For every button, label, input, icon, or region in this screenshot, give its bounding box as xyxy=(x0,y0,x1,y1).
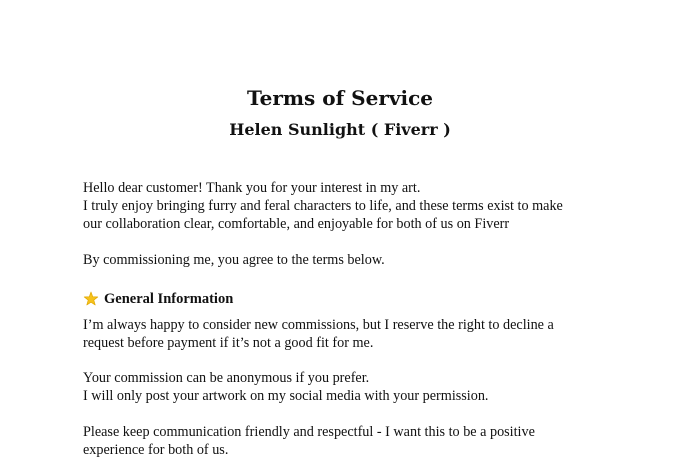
star-icon xyxy=(83,291,99,307)
general-info-p3-line-2: experience for both of us. xyxy=(83,442,229,458)
intro-paragraph xyxy=(83,179,623,233)
agreement-line: By commissioning me, you agree to the terms below. xyxy=(83,252,385,268)
general-information-heading xyxy=(83,290,233,308)
general-information-heading-text: General Information xyxy=(104,291,234,307)
general-info-p2-line-1: Your commission can be anonymous if you prefer. xyxy=(83,370,370,386)
general-info-paragraph-2 xyxy=(83,369,623,405)
general-info-p1-line-2: request before payment if it’s not a good fit for me. xyxy=(83,335,374,351)
intro-line-1: Hello dear customer! Thank you for your interest in my art. xyxy=(83,180,421,196)
agreement-paragraph xyxy=(83,251,623,269)
general-info-paragraph-1 xyxy=(83,316,623,352)
star-icon-graphic xyxy=(83,291,99,307)
general-info-p1-line-1: I’m always happy to consider new commissions, but I reserve the right to decline a xyxy=(83,317,554,333)
page-subtitle: Helen Sunlight ( Fiverr ) xyxy=(229,120,451,139)
general-info-p2-line-2: I will only post your artwork on my social media with your permission. xyxy=(83,388,489,404)
page-title: Terms of Service xyxy=(247,86,433,110)
star-shape xyxy=(84,292,98,305)
intro-line-2: I truly enjoy bringing furry and feral characters to life, and these terms exist to make xyxy=(83,198,563,214)
general-info-paragraph-3 xyxy=(83,423,623,459)
intro-line-3: our collaboration clear, comfortable, and enjoyable for both of us on Fiverr xyxy=(83,216,510,232)
general-info-p3-line-1: Please keep communication friendly and respectful - I want this to be a positive xyxy=(83,424,535,440)
